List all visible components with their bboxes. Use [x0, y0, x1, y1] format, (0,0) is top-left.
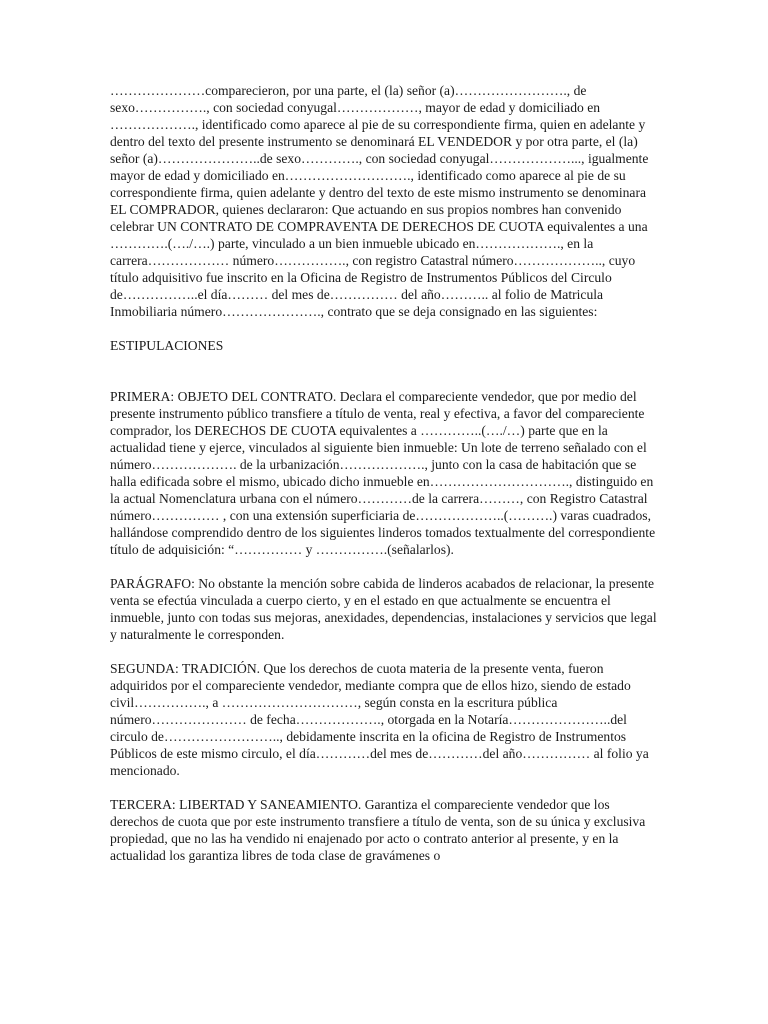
spacer — [110, 779, 658, 796]
spacer — [110, 320, 658, 337]
spacer — [110, 354, 658, 388]
clause-paragrafo: PARÁGRAFO: No obstante la mención sobre cabida de linderos acabados de relacionar, la presente venta se efectúa vinculada a cuerpo cierto, y en el estado en que actualmente se encuentra el inmueble, junto con todas sus mejoras, anexidades, dependencias, instalaciones y servicios que legal y naturalmente le corresponden. — [110, 576, 657, 642]
spacer — [110, 558, 658, 575]
clause-primera: PRIMERA: OBJETO DEL CONTRATO. Declara el compareciente vendedor, que por medio del presente instrumento público transfiere a título de venta, real y efectiva, a favor del compareciente comprador, los DERECHOS DE CUOTA equivalentes a …………..(…./…) parte que en la actualidad tiene y ejerce, vinculados al siguiente bien inmueble: Un lote de terreno señalado con el número………………. de la urbanización………………., junto con la casa de habitación que se halla edificada sobre el mismo, ubicado dicho inmueble en…………………………., distinguido en la actual Nomenclatura urbana con el número…………de la carrera………, con Registro Catastral número…………… , con una extensión superficiaria de………………..(……….) varas cuadrados, hallándose comprendido dentro de los siguientes linderos tomados textualmente del correspondiente título de adquisición: “…………… y …………….(señalarlos). — [110, 389, 656, 557]
spacer — [110, 643, 658, 660]
intro-paragraph: …………………comparecieron, por una parte, el (la) señor (a)……………………., de sexo……………., con sociedad conyugal………………, mayor de edad y domiciliado en ………………., identificado como aparece al pie de su correspondiente firma, quien en adelante y dentro del texto del presente instrumento se denominará EL VENDEDOR y por otra parte, el (la) señor (a)…………………..de sexo…………., con sociedad conyugal………………..., igualmente mayor de edad y domiciliado en………………………., identificado como aparece al pie de su correspondiente firma, quien adelante y dentro del texto de este mismo instrumento se denominara EL COMPRADOR, quienes declararon: Que actuando en sus propios nombres han convenido celebrar UN CONTRATO DE COMPRAVENTA DE DERECHOS DE CUOTA equivalentes a una ………….(…./….) parte, vinculado a un bien inmueble ubicado en………………., en la carrera……………… número……………., con registro Catastral número……………….., cuyo título adquisitivo fue inscrito en la Oficina de Registro de Instrumentos Públicos del Circulo de……………..el día……… del mes de…………… del año……….. al folio de Matricula Inmobiliaria número…………………., contrato que se deja consignado en las siguientes: — [110, 83, 649, 319]
document-page — [110, 82, 658, 864]
section-heading: ESTIPULACIONES — [110, 338, 224, 353]
clause-tercera: TERCERA: LIBERTAD Y SANEAMIENTO. Garantiza el compareciente vendedor que los derechos de cuota que por este instrumento transfiere a título de venta, son de su única y exclusiva propiedad, que no las ha vendido ni enajenado por acto o contrato anterior al presente, y en la actualidad los garantiza libres de toda clase de gravámenes o — [110, 797, 646, 863]
clause-segunda: SEGUNDA: TRADICIÓN. Que los derechos de cuota materia de la presente venta, fueron adquiridos por el compareciente vendedor, mediante compra que de ellos hizo, siendo de estado civil……………., a …………………………, según consta en la escritura pública número………………… de fecha………………., otorgada en la Notaría…………………..del circulo de…………………….., debidamente inscrita en la oficina de Registro de Instrumentos Públicos de este mismo circulo, el día…………del mes de…………del año…………… al folio ya mencionado. — [110, 661, 649, 778]
